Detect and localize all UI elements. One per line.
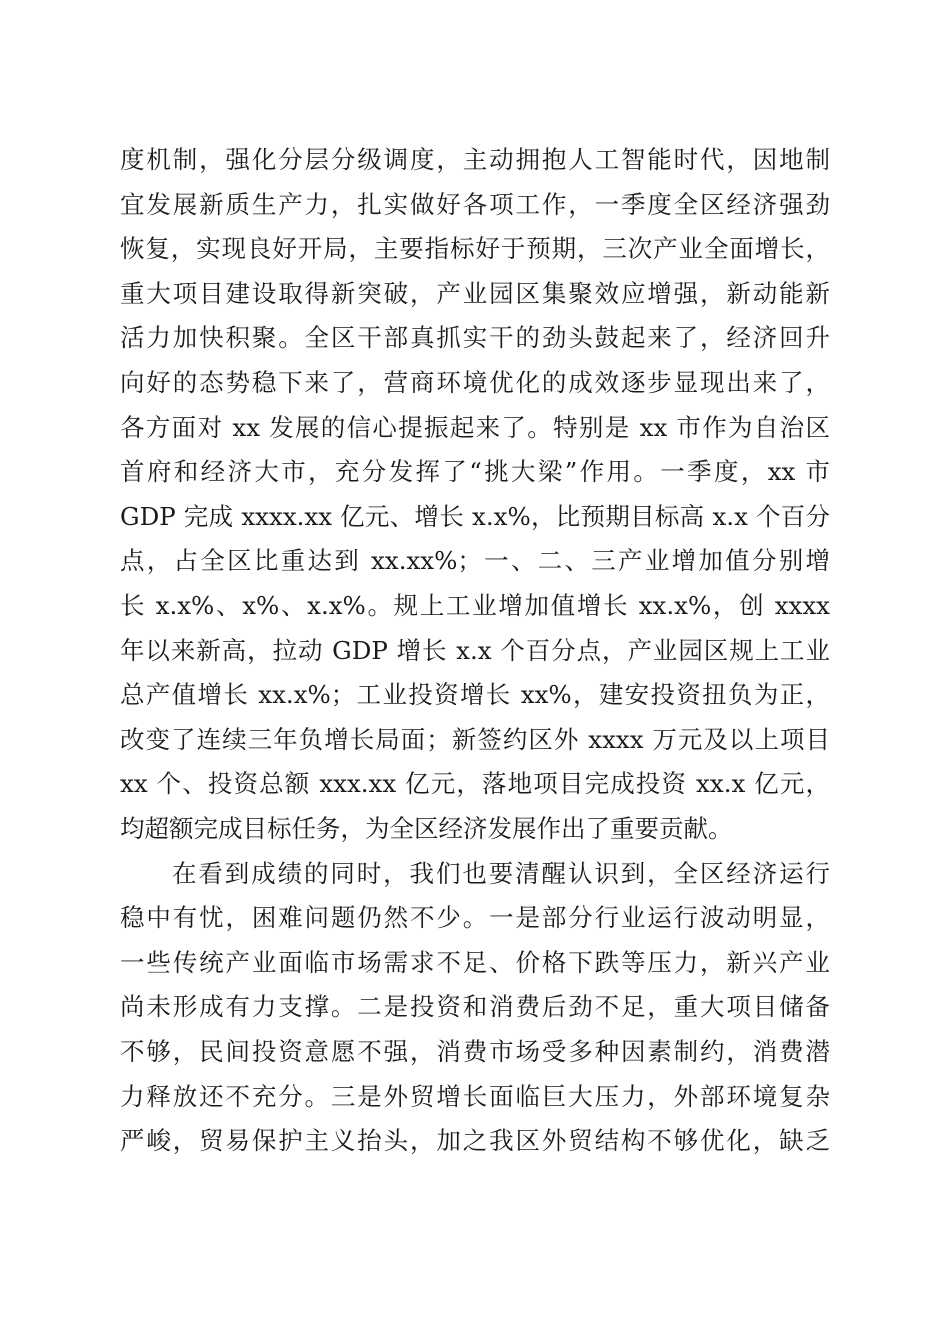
paragraph-line: 均超额完成目标任务，为全区经济发展作出了重要贡献。 — [120, 814, 733, 843]
paragraph-line: 在看到成绩的同时，我们也要清醒认识到，全区经济运行 — [172, 858, 830, 888]
paragraph-line: 宜发展新质生产力，扎实做好各项工作，一季度全区经济强劲 — [120, 189, 830, 219]
paragraph-line: 度机制，强化分层分级调度，主动拥抱人工智能时代，因地制 — [120, 145, 830, 174]
paragraph-line: 稳中有忧，困难问题仍然不少。一是部分行业运行波动明显， — [120, 903, 830, 933]
paragraph-line: 年以来新高，拉动 GDP 增长 x.x 个百分点，产业园区规上工业 — [120, 635, 830, 665]
paragraph-line: xx 个、投资总额 xxx.xx 亿元，落地项目完成投资 xx.x 亿元， — [120, 769, 830, 799]
paragraph-line: 一些传统产业面临市场需求不足、价格下跌等压力，新兴产业 — [120, 947, 830, 977]
paragraph-line: 恢复，实现良好开局，主要指标好于预期，三次产业全面增长， — [120, 234, 830, 264]
paragraph-line: 不够，民间投资意愿不强，消费市场受多种因素制约，消费潜 — [120, 1037, 830, 1066]
paragraph-line: 力释放还不充分。三是外贸增长面临巨大压力，外部环境复杂 — [120, 1081, 830, 1111]
paragraph-line: 改变了连续三年负增长局面；新签约区外 xxxx 万元及以上项目 — [120, 724, 830, 754]
paragraph-line: 严峻，贸易保护主义抬头，加之我区外贸结构不够优化，缺乏 — [120, 1126, 830, 1156]
paragraph-line: GDP 完成 xxxx.xx 亿元、增长 x.x%，比预期目标高 x.x 个百分 — [120, 501, 830, 531]
paragraph-line: 重大项目建设取得新突破，产业园区集聚效应增强，新动能新 — [120, 278, 830, 308]
paragraph-line: 点，占全区比重达到 xx.xx%；一、二、三产业增加值分别增 — [120, 546, 830, 576]
paragraph-line: 尚未形成有力支撑。二是投资和消费后劲不足，重大项目储备 — [120, 992, 830, 1022]
paragraph-line: 向好的态势稳下来了，营商环境优化的成效逐步显现出来了， — [120, 368, 830, 397]
paragraph-line: 各方面对 xx 发展的信心提振起来了。特别是 xx 市作为自治区 — [120, 412, 830, 442]
paragraph-line: 总产值增长 xx.x%；工业投资增长 xx%，建安投资扭负为正， — [120, 680, 830, 710]
paragraph-line: 活力加快积聚。全区干部真抓实干的劲头鼓起来了，经济回升 — [120, 323, 830, 353]
paragraph-line: 长 x.x%、x%、x.x%。规上工业增加值增长 xx.x%，创 xxxx — [120, 591, 830, 620]
paragraph-line: 首府和经济大市，充分发挥了“挑大梁”作用。一季度，xx 市 — [120, 457, 830, 487]
